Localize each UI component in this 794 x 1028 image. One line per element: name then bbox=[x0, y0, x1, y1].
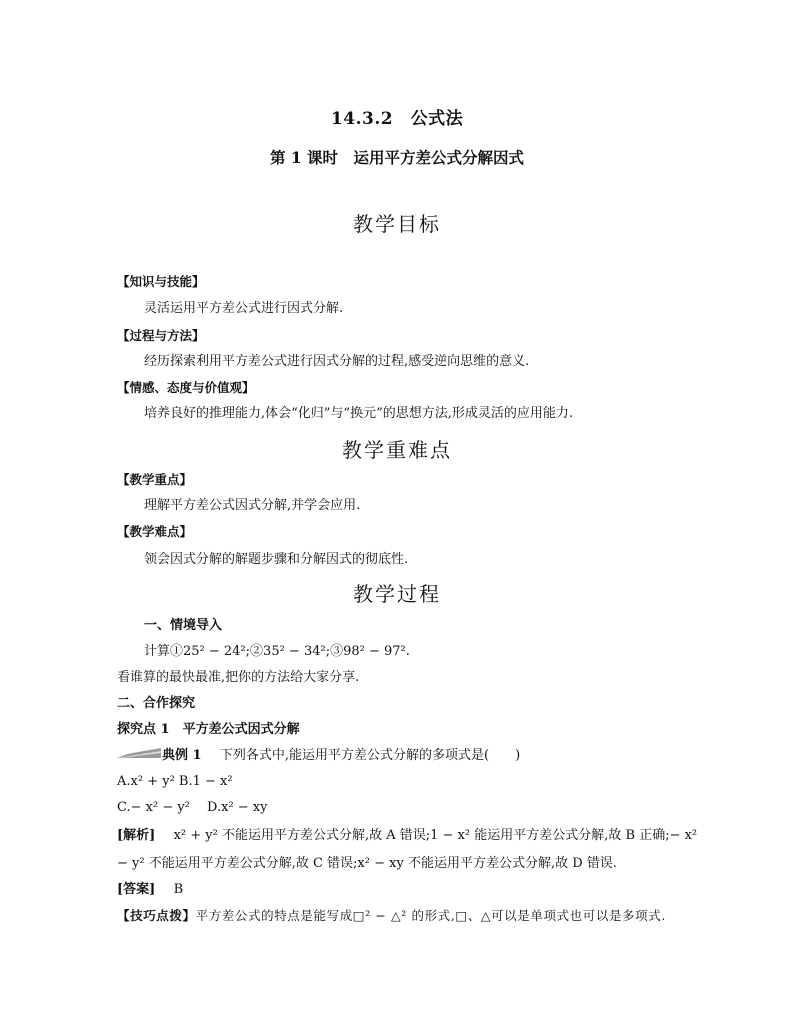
lesson-title: 14.3.2 公式法 bbox=[330, 109, 464, 129]
point1-heading: 探究点 1 平方差公式因式分解 bbox=[117, 722, 300, 737]
section-heading-goals: 教学目标 bbox=[353, 212, 441, 236]
example-row bbox=[162, 748, 520, 764]
emotion-label: 【情感、态度与价值观】 bbox=[117, 380, 255, 395]
knowledge-label: 【知识与技能】 bbox=[117, 274, 205, 289]
section-heading-process: 教学过程 bbox=[353, 582, 441, 606]
answer-value: B bbox=[173, 882, 184, 897]
analysis-text-1: x² + y² 不能运用平方差公式分解,故 A 错误;1 − x² 能运用平方差公式分解,故 B 正确;− x² bbox=[173, 828, 698, 843]
section-heading-keypoints: 教学重难点 bbox=[342, 438, 452, 462]
example-label: 典例 1 bbox=[162, 748, 202, 763]
option-cd: C.− x² − y² D.x² − xy bbox=[117, 800, 268, 815]
option-ab: A.x² + y² B.1 − x² bbox=[117, 774, 233, 789]
explore-heading: 二、合作探究 bbox=[117, 696, 196, 711]
intro-heading: 一、情境导入 bbox=[144, 618, 223, 633]
focus-label: 【教学重点】 bbox=[117, 472, 193, 487]
emotion-text: 培养良好的推理能力,体会“化归”与“换元”的思想方法,形成灵活的应用能力. bbox=[144, 406, 573, 421]
calc-text: 计算①25² − 24²;②35² − 34²;③98² − 97². bbox=[144, 644, 410, 659]
knowledge-text: 灵活运用平方差公式进行因式分解. bbox=[144, 301, 344, 316]
tip-label: 【技巧点拨】 bbox=[117, 908, 196, 923]
process-method-text: 经历探索利用平方差公式进行因式分解的过程,感受逆向思维的意义. bbox=[144, 354, 530, 369]
analysis-label: [解析] bbox=[117, 828, 156, 843]
analysis-line-1 bbox=[117, 828, 697, 844]
tip-text: 平方差公式的特点是能写成□² − △² 的形式,□、△可以是单项式也可以是多项式. bbox=[195, 908, 666, 923]
difficulty-label: 【教学难点】 bbox=[117, 524, 193, 539]
difficulty-text: 领会因式分解的解题步骤和分解因式的彻底性. bbox=[144, 552, 409, 567]
process-method-label: 【过程与方法】 bbox=[117, 328, 205, 343]
tip-row bbox=[117, 908, 666, 924]
example-banner-icon bbox=[117, 748, 161, 758]
answer-label: [答案] bbox=[117, 882, 156, 897]
lesson-subtitle: 第 1 课时 运用平方差公式分解因式 bbox=[269, 148, 525, 167]
share-text: 看谁算的最快最准,把你的方法给大家分享. bbox=[117, 670, 360, 685]
focus-text: 理解平方差公式因式分解,并学会应用. bbox=[144, 498, 361, 513]
answer-row bbox=[117, 882, 183, 898]
analysis-line-2: − y² 不能运用平方差公式分解,故 C 错误;x² − xy 不能运用平方差公式分解,故 D 错误. bbox=[117, 856, 617, 871]
example-question: 下列各式中,能运用平方差公式分解的多项式是( ) bbox=[219, 748, 521, 763]
